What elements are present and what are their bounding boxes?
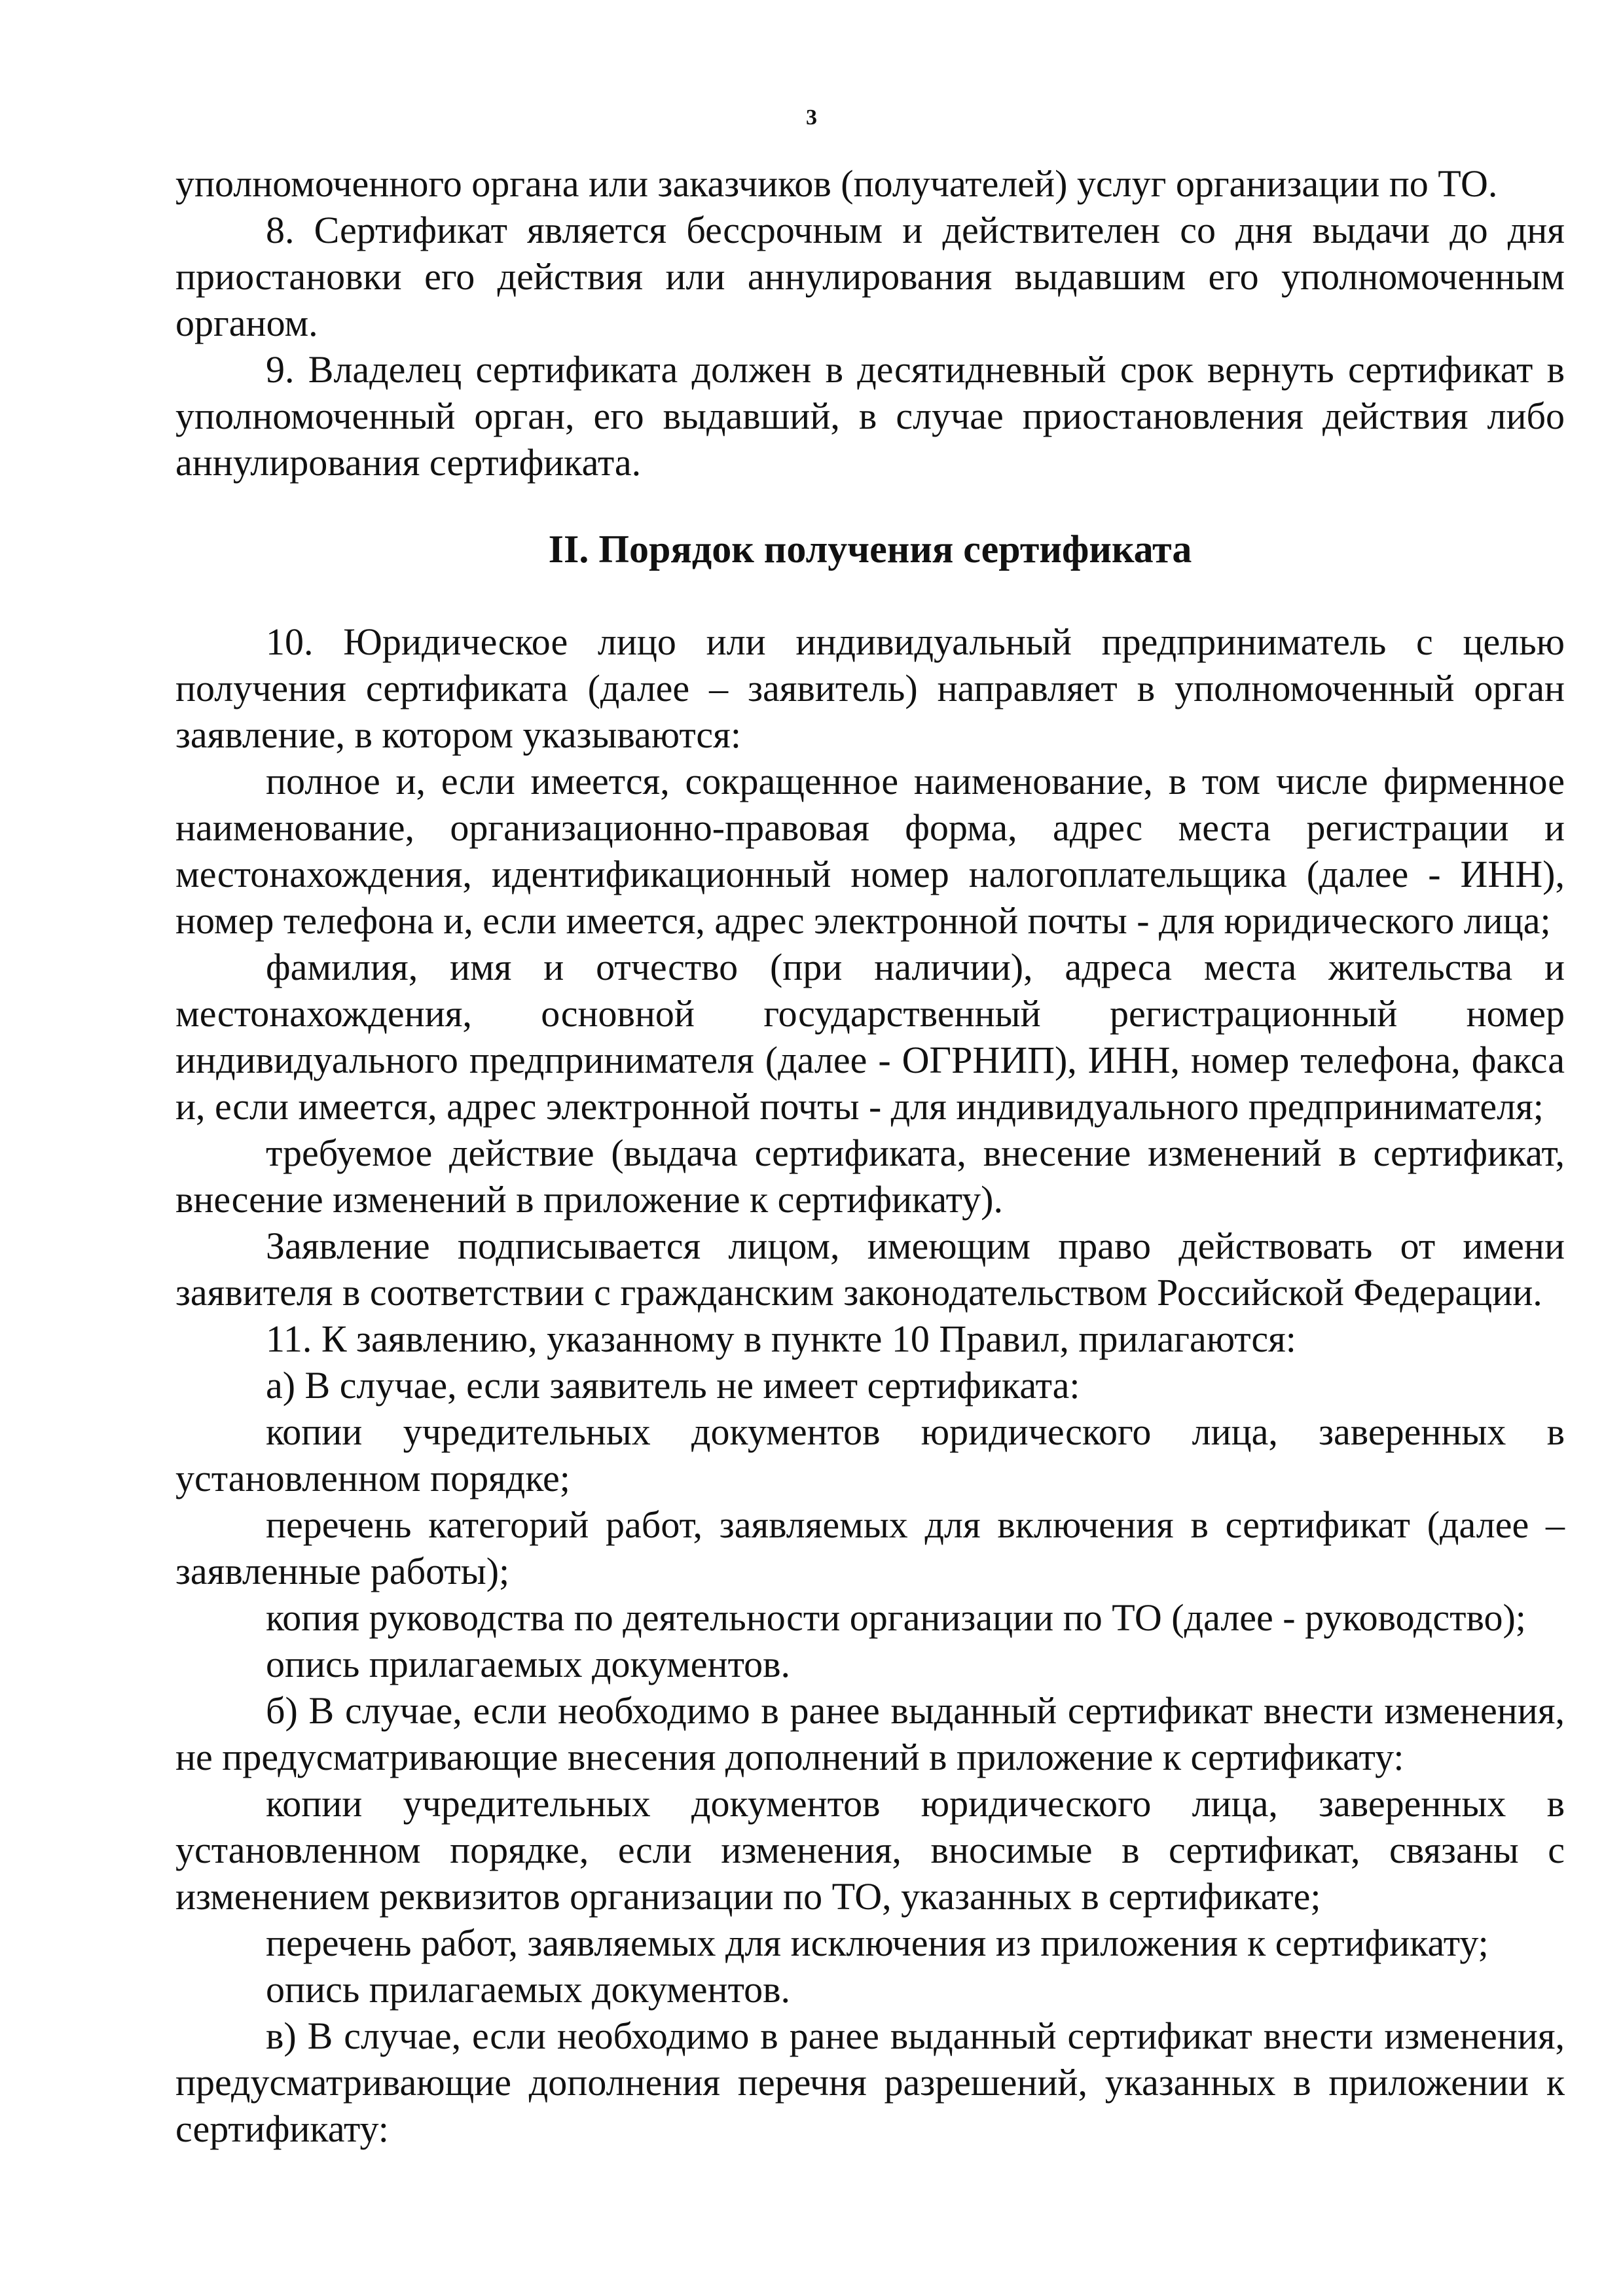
paragraph-11-b-item-3: опись прилагаемых документов. (266, 1968, 791, 2011)
paragraph-11-a: а) В случае, если заявитель не имеет сертификата: (266, 1364, 1080, 1407)
page-number: 3 (806, 105, 817, 130)
paragraph-11-a-item-1: копии учредительных документов юридического лица, заверенных в установленном порядке; (175, 1410, 1565, 1499)
document-body (175, 160, 1565, 2152)
paragraph-8: 8. Сертификат является бессрочным и действителен со дня выдачи до дня приостановки его действия или аннулирования выдавшим его уполномоченным органом. (175, 209, 1565, 344)
paragraph-11: 11. К заявлению, указанному в пункте 10 Правил, прилагаются: (266, 1318, 1296, 1360)
paragraph-continuation: уполномоченного органа или заказчиков (получателей) услуг организации по ТО. (175, 162, 1498, 205)
paragraph-10-action: требуемое действие (выдача сертификата, внесение изменений в сертификат, внесение изменений в приложение к сертификату). (175, 1132, 1565, 1221)
paragraph-11-a-item-2: перечень категорий работ, заявляемых для включения в сертификат (далее – заявленные работы); (175, 1503, 1565, 1592)
paragraph-11-c: в) В случае, если необходимо в ранее выданный сертификат внести изменения, предусматривающие дополнения перечня разрешений, указанных в приложении к сертификату: (175, 2015, 1565, 2150)
paragraph-10-legal-entity: полное и, если имеется, сокращенное наименование, в том числе фирменное наименование, организационно-правовая форма, адрес места регистрации и местонахождения, идентификационный номер налогоплательщика (далее - ИНН), номер телефона и, если имеется, адрес электронной почты - для юридического лица; (175, 760, 1565, 942)
section-heading: II. Порядок получения сертификата (548, 528, 1192, 571)
paragraph-11-b: б) В случае, если необходимо в ранее выданный сертификат внести изменения, не предусматривающие внесения дополнений в приложение к сертификату: (175, 1689, 1565, 1778)
paragraph-10-entrepreneur: фамилия, имя и отчество (при наличии), адреса места жительства и местонахождения, основной государственный регистрационный номер индивидуального предпринимателя (далее - ОГРНИП), ИНН, номер телефона, факса и, если имеется, адрес электронной почты - для индивидуального предпринимателя; (175, 946, 1565, 1128)
paragraph-11-b-item-2: перечень работ, заявляемых для исключения из приложения к сертификату; (266, 1922, 1489, 1964)
paragraph-11-a-item-4: опись прилагаемых документов. (266, 1643, 791, 1685)
paragraph-11-a-item-3: копия руководства по деятельности организации по ТО (далее - руководство); (266, 1596, 1526, 1639)
paragraph-10-signature: Заявление подписывается лицом, имеющим право действовать от имени заявителя в соответствии с гражданским законодательством Российской Федерации. (175, 1225, 1565, 1314)
paragraph-10: 10. Юридическое лицо или индивидуальный предприниматель с целью получения сертификата (далее – заявитель) направляет в уполномоченный орган заявление, в котором указываются: (175, 620, 1565, 756)
paragraph-9: 9. Владелец сертификата должен в десятидневный срок вернуть сертификат в уполномоченный орган, его выдавший, в случае приостановления действия либо аннулирования сертификата. (175, 348, 1565, 484)
paragraph-11-b-item-1: копии учредительных документов юридического лица, заверенных в установленном порядке, если изменения, вносимые в сертификат, связаны с изменением реквизитов организации по ТО, указанных в сертификате; (175, 1782, 1565, 1918)
